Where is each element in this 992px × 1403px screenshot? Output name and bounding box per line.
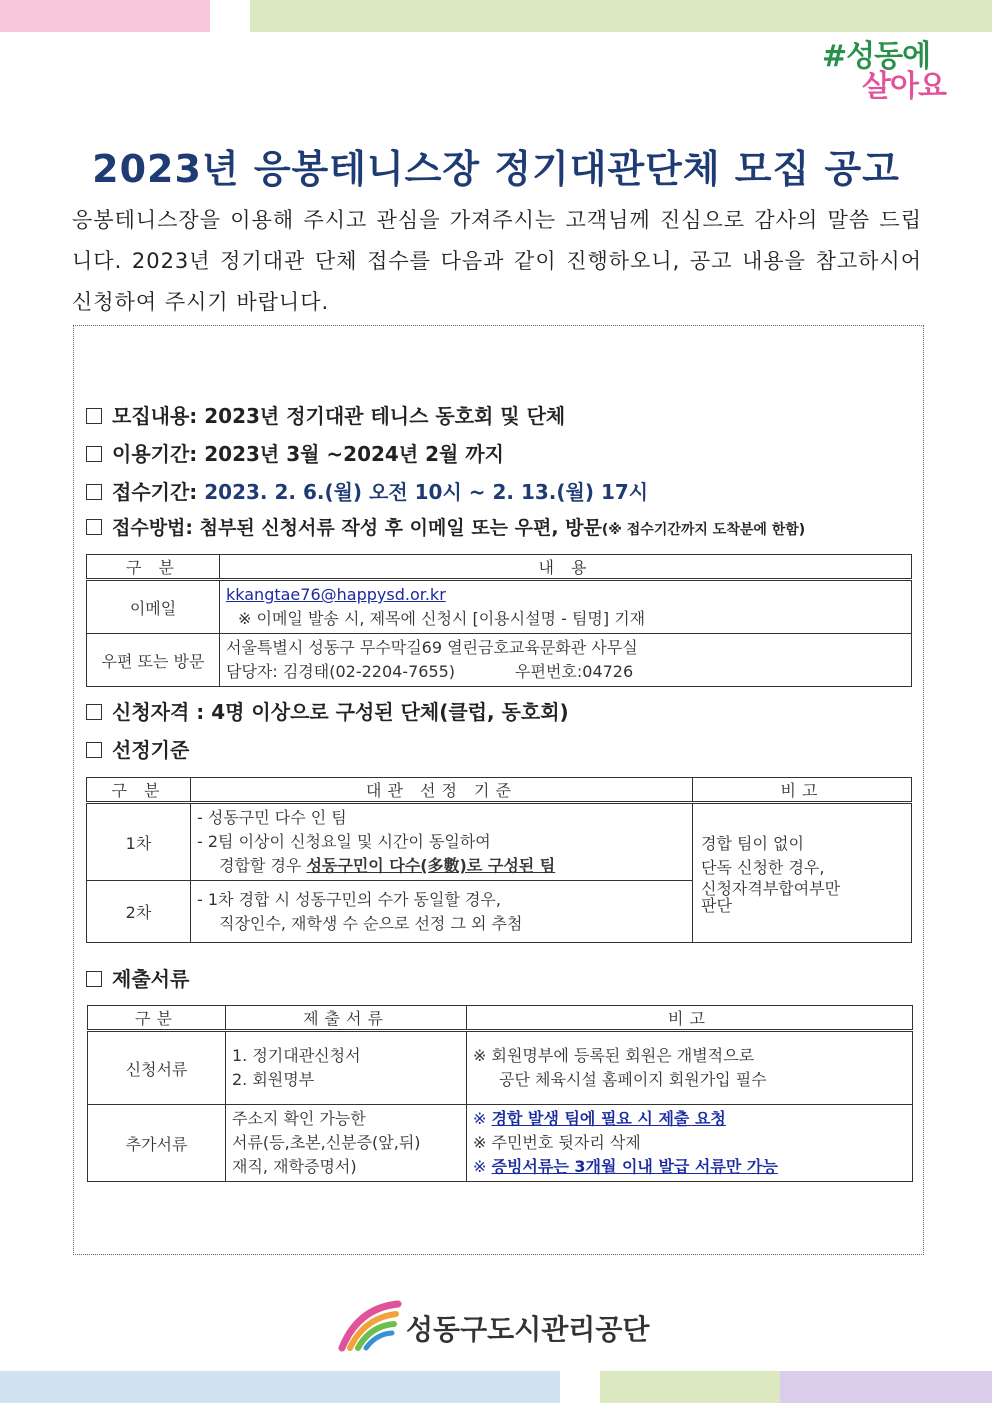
slogan-line2: 살아요: [862, 69, 946, 104]
documents-row2-doc1: 주소지 확인 가능한: [232, 1109, 366, 1128]
recruit-item: [86, 400, 565, 429]
documents-row2-label: 추가서류: [88, 1105, 226, 1182]
slogan-logo: [822, 39, 946, 104]
documents-row1-doc2: 2. 회원명부: [232, 1070, 315, 1089]
criteria-table: [86, 777, 912, 943]
checkbox-icon: [86, 408, 102, 424]
email-address[interactable]: kkangtae76@happysd.or.kr: [226, 585, 446, 604]
criteria-item: [86, 734, 189, 763]
criteria-row1-content: [191, 803, 693, 881]
criteria-header-standard: 대관 선정 기준: [191, 778, 693, 803]
reception-item: [86, 476, 648, 505]
criteria-note-line1: 경합 팀이 없이: [701, 834, 804, 853]
recruit-label: 모집내용:: [112, 404, 198, 428]
documents-row2-note3-line: [473, 1155, 906, 1179]
documents-row1-note2: 공단 체육시설 홈페이지 회원가입 필수: [499, 1070, 767, 1089]
top-color-stripe: [0, 0, 992, 32]
criteria-header-category: 구 분: [87, 778, 191, 803]
documents-row2-note3: 증빙서류는 3개월 이내 발급 서류만 가능: [491, 1157, 778, 1176]
checkbox-icon: [86, 742, 102, 758]
post-zip: 우편번호:04726: [515, 662, 634, 681]
reference-mark-icon: ※: [473, 1109, 487, 1128]
documents-row2-note1-line: [473, 1107, 906, 1131]
criteria-row2-label: 2차: [87, 881, 191, 943]
post-cell: [220, 634, 912, 687]
period-value: 2023년 3월 ~2024년 2월 까지: [204, 442, 504, 466]
period-label: 이용기간:: [112, 442, 198, 466]
checkbox-icon: [86, 704, 102, 720]
qualification-item: [86, 696, 569, 725]
post-label: 우편 또는 방문: [87, 634, 220, 687]
criteria-row2-line2: 직장인수, 재학생 수 순으로 선정 그 외 추첨: [219, 913, 523, 933]
email-label: 이메일: [87, 580, 220, 634]
criteria-row1-line3: [197, 854, 686, 878]
contact-header-content: 내 용: [220, 555, 912, 580]
email-cell: [220, 580, 912, 634]
documents-row2-note2: ※ 주민번호 뒷자리 삭제: [473, 1133, 641, 1152]
reception-value: 2023. 2. 6.(월) 오전 10시 ~ 2. 13.(월) 17시: [204, 480, 649, 504]
criteria-row1-line2: - 2팀 이상이 신청요일 및 시간이 동일하여: [197, 832, 491, 851]
criteria-row1-line3-prefix: 경합할 경우: [219, 856, 307, 875]
documents-row1-note: [467, 1031, 913, 1105]
rainbow-logo-icon: [338, 1298, 402, 1352]
qualification-label: 신청자격: [112, 700, 190, 724]
post-contact-line: [226, 660, 905, 684]
documents-header-category: 구분: [88, 1006, 226, 1031]
criteria-label: 선정기준: [112, 738, 190, 762]
documents-row1-note1: ※ 회원명부에 등록된 회원은 개별적으로: [473, 1046, 755, 1065]
method-item: [86, 513, 805, 540]
criteria-row2-line1: - 1차 경합 시 성동구민의 수가 동일할 경우,: [197, 889, 501, 909]
criteria-row1-label: 1차: [87, 803, 191, 881]
method-note: (※ 접수기간까지 도착분에 한함): [601, 522, 806, 538]
intro-paragraph: 응봉테니스장을 이용해 주시고 관심을 가져주시는 고객님께 진심으로 감사의 말씀 드립니다. 2023년 정기대관 단체 접수를 다음과 같이 진행하오니, 공고 내용을 참고하시어 신청하여 주시기 바랍니다.: [72, 208, 922, 314]
reception-label: 접수기간:: [112, 480, 198, 504]
documents-row2-doc3: 재직, 재학증명서): [232, 1157, 357, 1176]
page-title: 2023년 응봉테니스장 정기대관단체 모집 공고: [92, 147, 900, 191]
documents-label: 제출서류: [112, 967, 190, 991]
criteria-note-line3: 신청자격부합여부만: [701, 879, 841, 898]
post-contact: 담당자: 김경태(02-2204-7655): [226, 662, 456, 681]
criteria-note-line4: 판단: [701, 896, 732, 915]
method-label: 접수방법:: [112, 517, 194, 539]
qualification-value: : 4명 이상으로 구성된 단체(클럽, 동호회): [196, 700, 569, 724]
criteria-note-line2: 단독 신청한 경우,: [701, 858, 825, 877]
contact-header-category: 구 분: [87, 555, 220, 580]
documents-table: [87, 1005, 913, 1182]
documents-row1-docs: [226, 1031, 467, 1105]
documents-row2-doc2: 서류(등,초본,신분증(앞,뒤): [232, 1133, 421, 1152]
footer-org-name: 성동구도시관리공단: [406, 1313, 650, 1346]
contact-table: [86, 554, 912, 687]
slogan-line1: #성동에: [822, 39, 931, 74]
reference-mark-icon: ※: [473, 1157, 487, 1176]
recruit-value: 2023년 정기대관 테니스 동호회 및 단체: [204, 404, 566, 428]
checkbox-icon: [86, 446, 102, 462]
criteria-row1-line1: - 성동구민 다수 인 팀: [197, 808, 347, 827]
checkbox-icon: [86, 971, 102, 987]
documents-header-note: 비고: [467, 1006, 913, 1031]
documents-row1-doc1: 1. 정기대관신청서: [232, 1046, 361, 1065]
method-value: 첨부된 신청서류 작성 후 이메일 또는 우편, 방문: [199, 517, 602, 539]
documents-row2-docs: [226, 1105, 467, 1182]
documents-row2-note1: 경합 발생 팀에 필요 시 제출 요청: [491, 1109, 726, 1128]
period-item: [86, 438, 504, 467]
documents-row2-note: [467, 1105, 913, 1182]
documents-header-docs: 제출서류: [226, 1006, 467, 1031]
documents-item: [86, 963, 189, 992]
documents-row1-label: 신청서류: [88, 1031, 226, 1105]
criteria-note: [693, 803, 912, 943]
checkbox-icon: [86, 484, 102, 500]
criteria-header-note: 비고: [693, 778, 912, 803]
post-address: 서울특별시 성동구 무수막길69 열린금호교육문화관 사무실: [226, 638, 638, 657]
bottom-color-stripe: [0, 1371, 992, 1403]
criteria-row1-line3-bold: 성동구민이 다수(多數)로 구성된 팀: [306, 856, 556, 875]
email-note: ※ 이메일 발송 시, 제목에 신청시 [이용시설명 - 팀명] 기재: [238, 609, 646, 628]
criteria-row2-content: [191, 881, 693, 943]
checkbox-icon: [86, 519, 102, 535]
